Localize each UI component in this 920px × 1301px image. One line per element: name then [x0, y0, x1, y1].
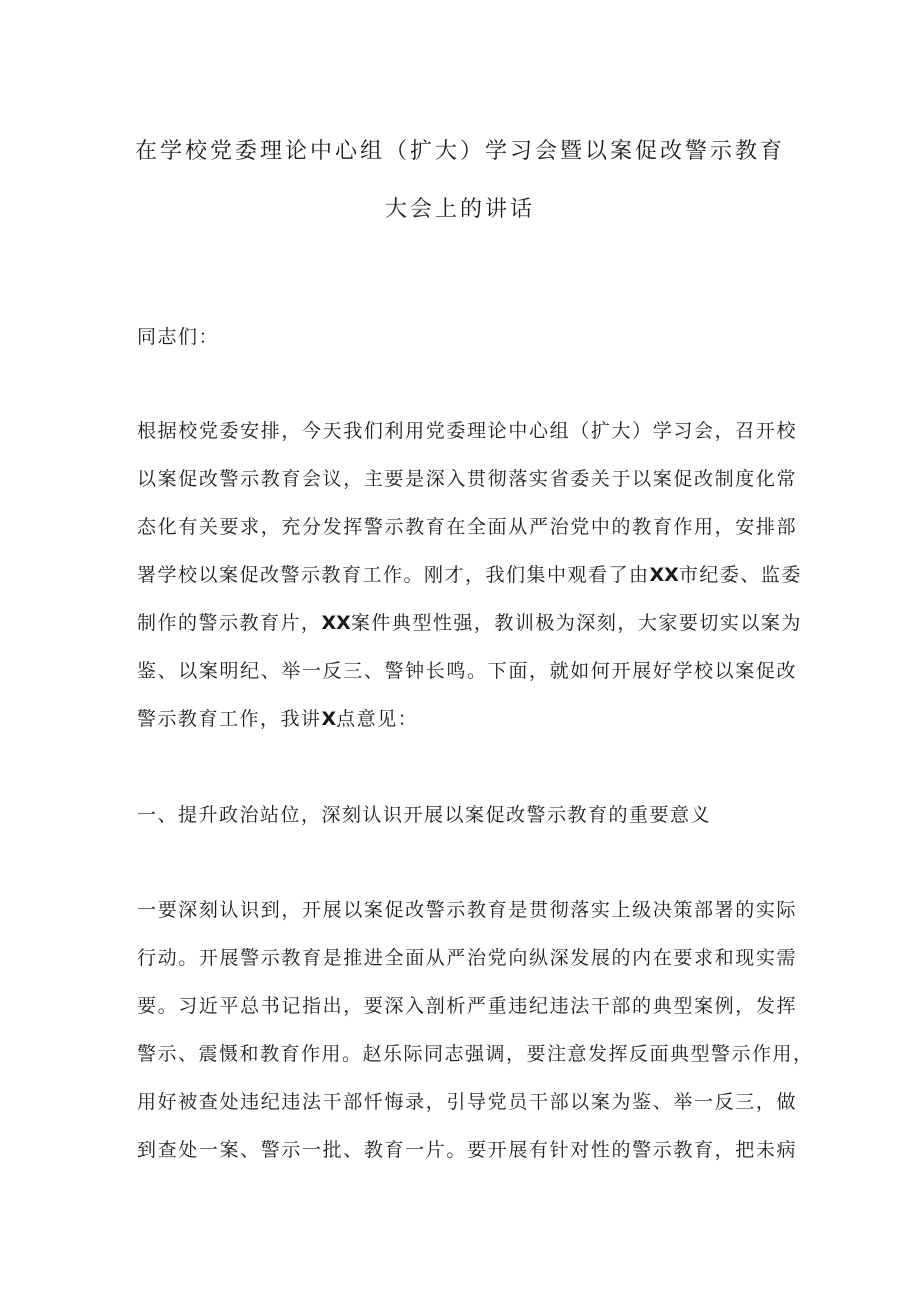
text-segment: 警示教育工作，我讲 — [137, 708, 322, 730]
paragraph-section-1 — [137, 886, 814, 1174]
document-title-line-2: 大会上的讲话 — [384, 197, 535, 222]
salutation-text: 同志们： — [137, 326, 220, 348]
paragraph-line: 要。习近平总书记指出，要深入剖析严重违纪违法干部的典型案例，发挥 — [137, 995, 797, 1017]
paragraph-line: 警示、震慑和教育作用。赵乐际同志强调，要注意发挥反面典型警示作用， — [137, 1043, 814, 1065]
paragraph-line: 行动。开展警示教育是推进全面从严治党向纵深发展的内在要求和现实需 — [137, 947, 797, 969]
paragraph-line: 到查处一案、警示一批、教育一片。要开展有针对性的警示教育，把未病 — [137, 1139, 797, 1161]
salutation — [137, 313, 797, 361]
text-segment: 市纪委、监委 — [678, 564, 802, 586]
text-segment: 案件典型性强，教训极为深刻，大家要切实以案为 — [350, 612, 802, 634]
paragraph-line: 以案促改警示教育会议，主要是深入贯彻落实省委关于以案促改制度化常 — [137, 468, 797, 490]
paragraph-line: 态化有关要求，充分发挥警示教育在全面从严治党中的教育作用，安排部 — [137, 516, 797, 538]
placeholder-xx: XX — [649, 564, 679, 586]
paragraph-line — [137, 695, 797, 743]
paragraph-line: 用好被查处违纪违法干部忏悔录，引导党员干部以案为鉴、举一反三，做 — [137, 1091, 797, 1113]
document-title-line-1: 在学校党委理论中心组（扩大）学习会暨以案促改警示教育 — [134, 139, 785, 164]
paragraph-line — [137, 599, 802, 647]
section-heading-text: 一、提升政治站位，深刻认识开展以案促改警示教育的重要意义 — [137, 804, 712, 826]
text-segment: 制作的警示教育片， — [137, 612, 322, 634]
placeholder-xx: XX — [321, 612, 351, 634]
text-segment: 点意见： — [336, 708, 419, 730]
paragraph-line: 一要深刻认识到，开展以案促改警示教育是贯彻落实上级决策部署的实际 — [137, 899, 797, 921]
paragraph-intro — [137, 407, 802, 743]
text-segment: 署学校以案促改警示教育工作。刚才，我们集中观看了由 — [137, 564, 650, 586]
paragraph-line — [137, 551, 802, 599]
paragraph-line: 鉴、以案明纪、举一反三、警钟长鸣。下面，就如何开展好学校以案促改 — [137, 660, 797, 682]
placeholder-x: X — [321, 708, 337, 730]
section-heading-1 — [137, 791, 797, 839]
paragraph-line: 根据校党委安排，今天我们利用党委理论中心组（扩大）学习会，召开校 — [137, 420, 797, 442]
